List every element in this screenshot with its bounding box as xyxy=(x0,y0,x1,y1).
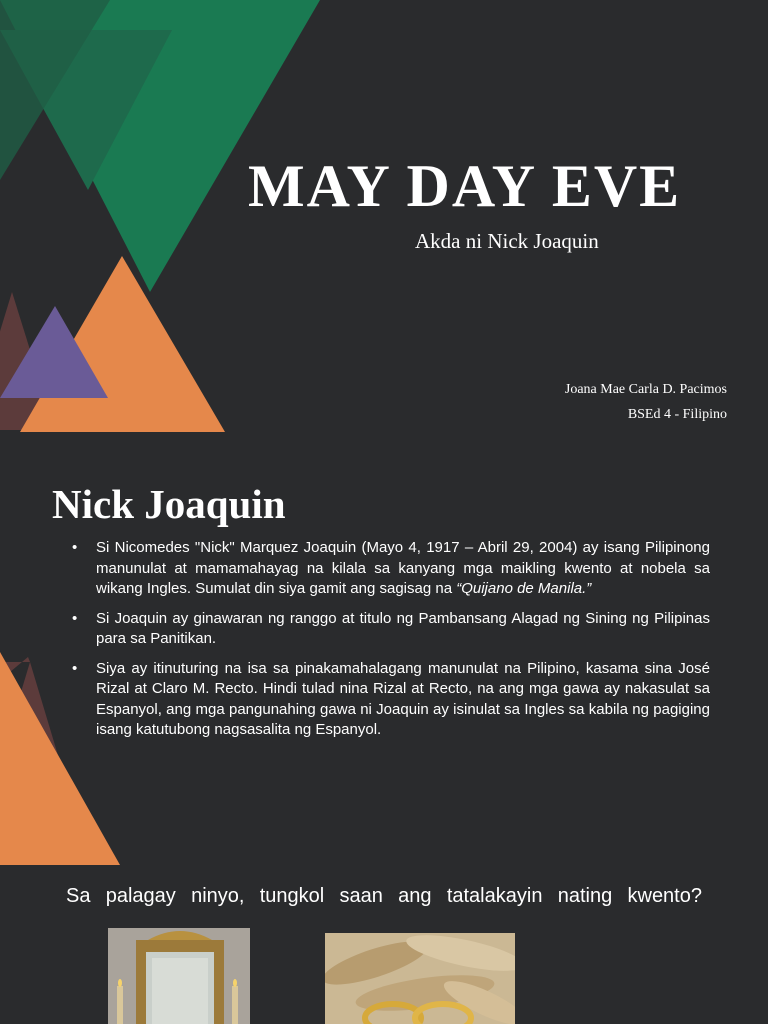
bullet-text: Si Nicomedes "Nick" Marquez Joaquin (Mayo 4, 1917 – Abril 29, 2004) ay isang Pilipinong manunulat at mamamahayag na kilala sa kanyang mga maikling kwento at nobela sa wikang Ingles. Sumulat din siya gamit ang sagisag na xyxy=(96,539,710,597)
bullet-item: • Si Joaquin ay ginawaran ng ranggo at titulo ng Pambansang Alagad ng Sining ng Pilipinas para sa Panitikan. xyxy=(68,609,710,650)
title-slide xyxy=(0,0,768,462)
question-slide xyxy=(0,876,768,1024)
rings-illustration xyxy=(325,933,515,1024)
bullet-list xyxy=(68,538,710,750)
slide-heading: Nick Joaquin xyxy=(52,481,286,527)
candle-right xyxy=(232,986,238,1024)
candle-left xyxy=(117,986,123,1024)
bullet-item xyxy=(68,538,710,600)
mirror-candles-photo xyxy=(108,928,250,1024)
author-name: Joana Mae Carla D. Pacimos xyxy=(564,382,727,397)
slide-title: MAY DAY EVE xyxy=(248,153,682,219)
author-info xyxy=(565,377,727,427)
pen-name-quote: “Quijano de Manila.” xyxy=(456,580,592,597)
biography-slide xyxy=(0,462,768,876)
author-course: BSEd 4 - Filipino xyxy=(627,407,727,422)
mirror-illustration xyxy=(108,928,250,1024)
rings-leaves-photo xyxy=(325,933,515,1024)
bullet-item: • Siya ay itinuturing na isa sa pinakamahalagang manunulat na Pilipino, kasama sina José Rizal at Claro M. Recto. Hindi tulad nina Rizal at Recto, na ang mga gawa ay nakasulat sa Espanyol, ang mga pangunahing gawa ni Joaquin ay isinulat sa Ingles sa kabila ng pagiging isang katutubong nagsasalita ng Espanyol. xyxy=(68,659,710,741)
slide-subtitle: Akda ni Nick Joaquin xyxy=(415,229,599,253)
discussion-question: Sa palagay ninyo, tungkol saan ang tatalakayin nating kwento? xyxy=(66,885,702,907)
